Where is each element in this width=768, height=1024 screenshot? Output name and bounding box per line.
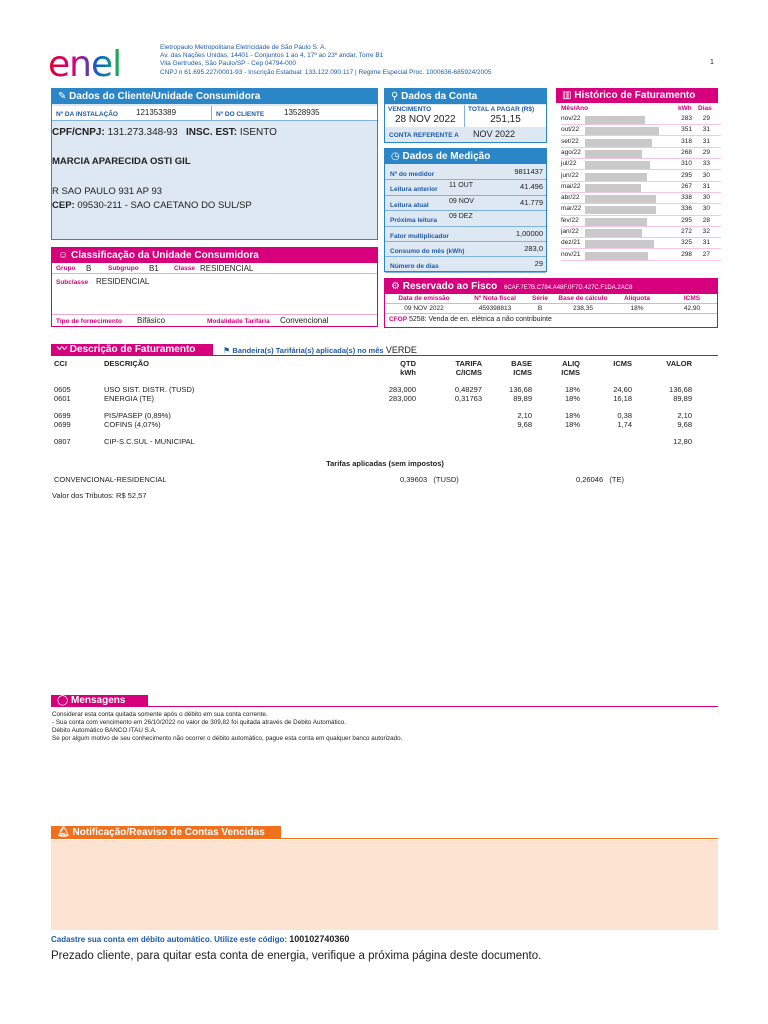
fat-qtd: 283,000 [388, 394, 416, 403]
fisco-col-value: 18% [630, 305, 644, 312]
hist-dias: 30 [702, 194, 710, 202]
pencil-icon: ✎ [58, 91, 67, 102]
hist-dias: 29 [702, 115, 710, 122]
hist-row [561, 125, 721, 136]
col-desc: DESCRIÇÃO [104, 359, 150, 368]
modalidade-label: Modalidade Tarifária [207, 318, 270, 325]
hist-row [561, 171, 721, 182]
fisco-col-value: 459398813 [478, 305, 512, 312]
medicao-section [384, 148, 547, 272]
bar-chart-icon: ▥ [562, 90, 572, 101]
chat-icon: ◯ [57, 695, 69, 706]
fat-desc: COFINS (4,07%) [104, 420, 161, 429]
medicao-row [385, 196, 546, 211]
medicao-label: Nº do medidor [390, 171, 435, 178]
medicao-header: ◷ Dados de Medição [385, 149, 546, 164]
fat-base: 2,10 [517, 411, 532, 420]
hist-mes: set/22 [561, 137, 579, 145]
hist-kwh: 298 [681, 250, 692, 258]
hist-mes: ago/22 [561, 148, 581, 156]
cliente-label: Nº DO CLIENTE [216, 111, 265, 118]
cadastre-text: Cadastre sua conta em débito automático. Utilize este código: [51, 935, 288, 944]
conta-section [384, 88, 547, 143]
table-row [52, 420, 718, 429]
insc-label: INSC. EST: [186, 127, 238, 138]
fat-cci: 0605 [54, 385, 71, 394]
hist-dias: 27 [702, 250, 710, 258]
fisco-col-value: 238,35 [573, 305, 593, 312]
hist-mes: mai/22 [561, 182, 581, 190]
fisco-col-label: Alíquota [624, 295, 650, 302]
cpf-label: CPF/CNPJ: [52, 127, 105, 138]
cliente-section [51, 88, 378, 240]
company-info [160, 44, 492, 77]
fornecimento-label: Tipo de fornecimento [56, 318, 122, 325]
medicao-row [385, 242, 546, 257]
cfop-value: 5258: Venda de en. elétrica a não contribuinte [409, 316, 552, 323]
hist-bar [585, 173, 647, 181]
hist-kwh: 267 [681, 182, 692, 190]
svg-text:enel: enel [48, 46, 122, 82]
fat-desc: ENERGIA (TE) [104, 394, 155, 403]
hist-kwh: 272 [681, 228, 692, 235]
classe-value: RESIDENCIAL [200, 264, 254, 273]
hist-bar [585, 195, 656, 203]
hist-mes: nov/21 [561, 250, 581, 258]
cliente-header: ✎ Dados do Cliente/Unidade Consumidora [52, 89, 377, 104]
fat-cci: 0699 [54, 411, 71, 420]
fat-valor: 136,68 [669, 385, 692, 394]
vencimento-value: 28 NOV 2022 [395, 114, 456, 125]
trend-icon: 〰 [57, 344, 67, 355]
hist-dias: 31 [702, 126, 710, 134]
enel-logo [48, 46, 136, 82]
te-label: (TE) [609, 475, 624, 484]
message-line: - Sua conta com vencimento em 26/10/2022 no valor de 309,82 foi quitada através de Debito Automático. [52, 719, 347, 726]
medicao-label: Leitura atual [390, 201, 429, 209]
hist-mes: jan/22 [561, 228, 579, 235]
hist-row [561, 148, 721, 159]
search-icon: ⚲ [391, 91, 399, 102]
message-line: Se por algum motivo de seu conhecimento não ocorrer o débito automático, pague esta conta em qualquer banco autorizado. [52, 735, 403, 742]
fisco-col-label: Data de emissão [398, 295, 450, 302]
hist-kwh: 325 [681, 239, 692, 247]
col-icms: ICMS [613, 359, 632, 368]
subclasse-label: Subclasse [56, 279, 89, 286]
hist-row [561, 250, 721, 261]
tarifas-title: Tarifas aplicadas (sem impostos) [326, 459, 444, 468]
cep-value: 09530-211 - SAO CAETANO DO SUL/SP [77, 200, 252, 211]
cpf-value: 131.273.348-93 [107, 127, 178, 138]
col-base2: ICMS [513, 368, 532, 377]
hist-bar [585, 161, 650, 169]
cliente-endereco: R SAO PAULO 931 AP 93 [52, 186, 163, 197]
hist-bar [585, 150, 642, 158]
modalidade-value: Convencional [280, 316, 329, 325]
medicao-value: 9811437 [514, 167, 543, 176]
company-line3: Vila Gertrudes, São Paulo/SP - Cep 04794-000 [160, 60, 296, 68]
hist-dias: 32 [702, 228, 710, 235]
medicao-label: Leitura anterior [390, 186, 438, 194]
vencimento-label: VENCIMENTO [388, 106, 432, 113]
bell-icon: 🔔︎ [57, 827, 70, 838]
fisco-header: ⚙ Reservado ao Fisco 6CAF.7E7B.C784.A48F.0F7D.427C.F1DA.2AC8 [385, 279, 717, 294]
referente-value: NOV 2022 [473, 129, 516, 139]
flag-icon: ⚑ [223, 346, 231, 355]
cep-label: CEP: [52, 200, 75, 211]
fisco-col-value: B [537, 305, 543, 312]
hist-dias: 31 [702, 182, 710, 190]
hist-kwh: 283 [681, 115, 692, 122]
hist-mes: fev/22 [561, 216, 579, 224]
hist-row [561, 204, 721, 215]
medicao-row [385, 211, 546, 226]
mensagens-header: ◯ Mensagens [51, 695, 148, 707]
table-row [52, 394, 718, 403]
company-line4: CNPJ n 61.695.227/0001-93 - Inscrição Estadual: 133.122.090.117 | Regime Especial Proc. 1000636-685924/2005 [160, 68, 492, 76]
col-valor: VALOR [666, 359, 692, 368]
fat-cci: 0601 [54, 394, 71, 403]
company-line1: Eletropaulo Metropolitana Eletricidade de São Paulo S. A. [160, 44, 327, 51]
fat-base: 89,89 [513, 394, 532, 403]
hist-row [561, 114, 721, 125]
classificacao-header: ☺ Classificação da Unidade Consumidora [52, 248, 377, 263]
fat-desc: CIP-S.C.SUL - MUNICIPAL [104, 437, 195, 446]
table-row [52, 437, 718, 446]
hist-bar [585, 206, 656, 214]
col-qtd: QTD [400, 359, 416, 368]
medicao-row [385, 227, 546, 242]
col-aliq2: ICMS [561, 368, 580, 377]
hist-col-mes: Mês/Ano [561, 105, 589, 112]
cfop-label: CFOP [389, 316, 408, 323]
medicao-value: 29 [534, 259, 543, 269]
hist-row [561, 216, 721, 227]
historico-header: ▥ Histórico de Faturamento [556, 88, 718, 103]
gear-icon: ⚙ [391, 281, 400, 292]
medicao-label: Número de dias [390, 263, 439, 271]
debito-codigo: 100102740360 [289, 934, 350, 944]
col-cci: CCI [54, 359, 67, 368]
fat-base: 9,68 [517, 420, 532, 429]
tributos-value: Valor dos Tributos: R$ 52,57 [52, 491, 147, 500]
faturamento-header-bar [51, 344, 718, 356]
fat-valor: 89,89 [673, 394, 692, 403]
fisco-col-label: Nº Nota fiscal [474, 295, 516, 302]
instalacao-label: Nº DA INSTALAÇÃO [56, 111, 118, 118]
hist-kwh: 268 [681, 148, 692, 156]
medicao-date: 11 OUT [449, 182, 473, 190]
table-row [52, 411, 718, 420]
conta-header: ⚲ Dados da Conta [385, 89, 546, 104]
fat-icms: 0,38 [617, 411, 632, 420]
tarifa-modalidade: CONVENCIONAL-RESIDENCIAL [54, 475, 167, 484]
notificacao-area [51, 840, 718, 930]
medicao-label: Próxima leitura [390, 217, 437, 225]
referente-label: CONTA REFERENTE A [389, 132, 459, 139]
medicao-value: 41.496 [520, 182, 543, 192]
fisco-col-label: Base de cálculo [558, 295, 608, 302]
fat-aliq: 18% [564, 420, 580, 429]
fat-icms: 1,74 [617, 420, 632, 429]
prezado-text: Prezado cliente, para quitar esta conta de energia, verifique a próxima página deste documento. [51, 950, 542, 962]
hist-row [561, 227, 721, 238]
subclasse-value: RESIDENCIAL [96, 277, 150, 286]
fisco-col-label: Série [532, 295, 548, 302]
hist-mes: jul/22 [561, 160, 577, 168]
user-icon: ☺ [58, 250, 69, 261]
cliente-nome: MARCIA APARECIDA OSTI GIL [52, 156, 191, 167]
medicao-row [385, 257, 546, 272]
hist-kwh: 295 [681, 171, 692, 179]
cliente-value: 13528935 [284, 108, 320, 117]
medicao-date: 09 NOV [449, 197, 474, 205]
hist-bar [585, 252, 648, 260]
subgrupo-value: B1 [149, 264, 159, 273]
instalacao-value: 121353389 [136, 108, 177, 117]
table-row [52, 385, 718, 394]
bandeira-label: Bandeira(s) Tarifária(s) aplicada(s) no mês [232, 346, 384, 355]
fat-desc: PIS/PASEP (0,89%) [104, 411, 171, 420]
fat-aliq: 18% [564, 385, 580, 394]
faturamento-table [52, 359, 718, 509]
hist-bar [585, 116, 645, 124]
total-label: TOTAL A PAGAR (R$) [468, 106, 535, 113]
fat-aliq: 18% [564, 411, 580, 420]
hist-mes: out/22 [561, 126, 580, 134]
col-tarifa2: C/ICMS [455, 368, 482, 377]
hist-row [561, 159, 721, 170]
fat-tarifa: 0,48297 [454, 385, 482, 394]
notificacao-header: 🔔︎ Notificação/Reaviso de Contas Vencidas [51, 826, 281, 839]
hist-mes: dez/21 [561, 239, 581, 247]
medicao-date: 09 DEZ [449, 213, 473, 221]
faturamento-header: 〰 Descrição de Faturamento [51, 344, 213, 356]
fornecimento-value: Bifásico [137, 316, 166, 325]
hist-kwh: 310 [681, 160, 692, 168]
total-value: 251,15 [490, 114, 521, 125]
hist-col-dias: Dias [698, 105, 712, 112]
fisco-col-value: 42,90 [683, 305, 701, 312]
historico-section [556, 88, 718, 268]
fat-desc: USO SIST. DISTR. (TUSD) [104, 385, 195, 394]
hist-row [561, 238, 721, 249]
clock-icon: ◷ [391, 151, 400, 162]
tusd-label: (TUSD) [433, 475, 459, 484]
hist-kwh: 318 [681, 137, 692, 145]
fat-valor: 12,80 [673, 437, 692, 446]
col-aliq: ALIQ [562, 359, 580, 368]
page-number: 1 [710, 59, 714, 66]
hist-dias: 33 [702, 160, 710, 168]
fat-cci: 0807 [54, 437, 71, 446]
hist-mes: nov/22 [561, 115, 581, 122]
te-value: 0,26046 [576, 475, 604, 484]
col-base: BASE [511, 359, 532, 368]
hist-dias: 31 [702, 137, 710, 145]
hist-dias: 30 [702, 205, 710, 213]
hist-row [561, 193, 721, 204]
classe-label: Classe [174, 265, 195, 272]
mensagens-section [51, 695, 718, 755]
hist-col-kwh: kWh [678, 105, 692, 112]
hist-mes: mar/22 [561, 205, 582, 213]
medicao-value: 41.779 [520, 197, 543, 207]
fisco-section [384, 278, 718, 328]
fat-aliq: 18% [564, 394, 580, 403]
fat-icms: 24,60 [613, 385, 632, 394]
medicao-value: 283,0 [524, 244, 543, 253]
col-qtd2: kWh [400, 368, 416, 377]
fisco-col-label: ICMS [683, 295, 701, 302]
medicao-value: 1,00000 [515, 228, 543, 238]
hist-mes: abr/22 [561, 194, 580, 202]
subgrupo-label: Subgrupo [108, 265, 139, 272]
fisco-hash: 6CAF.7E7B.C784.A48F.0F7D.427C.F1DA.2AC8 [504, 285, 633, 291]
hist-kwh: 338 [681, 194, 692, 202]
bandeira-value: VERDE [385, 345, 417, 355]
grupo-label: Grupo [56, 265, 76, 272]
grupo-value: B [86, 264, 92, 273]
col-tarifa: TARIFA [455, 359, 482, 368]
message-line: Considerar esta conta quitada somente após o débito em sua conta corrente. [52, 711, 268, 718]
company-line2: Av. das Nações Unidas, 14401 - Conjuntos 1 ao 4, 17º ao 23º andar, Torre B1 [160, 52, 384, 60]
insc-value: ISENTO [239, 127, 277, 138]
hist-bar [585, 184, 641, 192]
hist-row [561, 182, 721, 193]
hist-dias: 28 [702, 216, 710, 224]
hist-kwh: 336 [681, 205, 692, 213]
hist-bar [585, 139, 652, 147]
hist-dias: 30 [702, 171, 710, 179]
fisco-col-value: 09 NOV 2022 [404, 305, 444, 312]
notificacao-section [51, 826, 718, 931]
hist-mes: jun/22 [561, 171, 579, 179]
hist-bar [585, 240, 654, 248]
medicao-label: Consumo do mês (kWh) [390, 248, 465, 255]
medicao-row [385, 180, 546, 195]
fat-cci: 0699 [54, 420, 71, 429]
hist-dias: 29 [702, 148, 710, 156]
fat-base: 136,68 [509, 385, 532, 394]
hist-kwh: 295 [681, 216, 692, 224]
hist-bar [585, 127, 659, 135]
fat-valor: 9,68 [677, 420, 692, 429]
fat-tarifa: 0,31763 [454, 394, 482, 403]
hist-bar [585, 218, 647, 226]
fat-qtd: 283,000 [388, 385, 416, 394]
hist-row [561, 137, 721, 148]
hist-bar [585, 229, 642, 237]
medicao-row [385, 165, 546, 180]
hist-dias: 31 [702, 239, 710, 247]
classificacao-section [51, 247, 378, 327]
message-line: Débito Automático BANCO ITAU S.A. [52, 727, 157, 734]
hist-kwh: 351 [681, 126, 692, 134]
tusd-value: 0,39603 [400, 475, 428, 484]
medicao-label: Fator multiplicador [390, 232, 449, 240]
fat-valor: 2,10 [677, 411, 692, 420]
fat-icms: 16,18 [613, 394, 632, 403]
